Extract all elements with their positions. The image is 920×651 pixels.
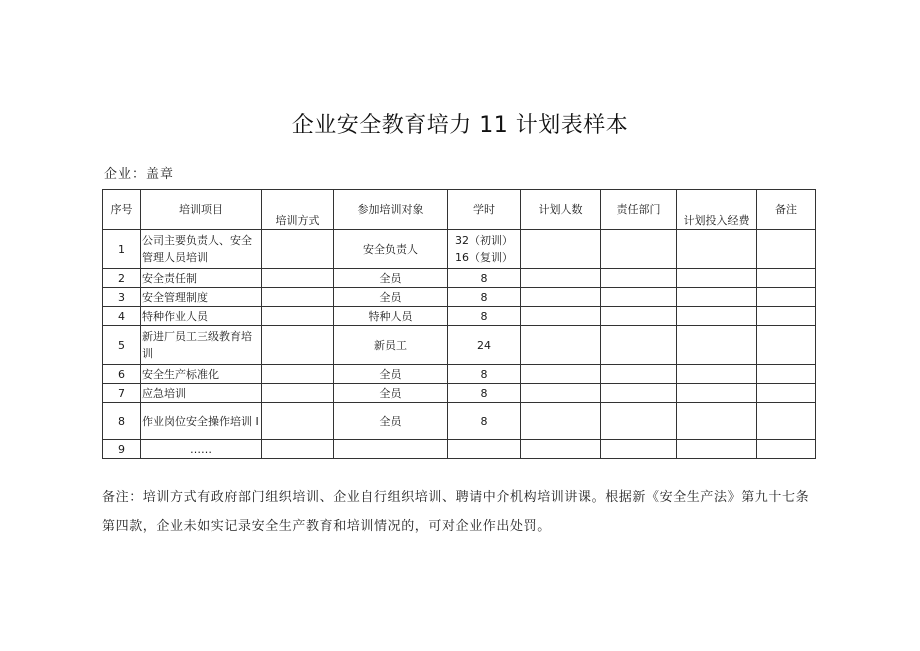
cell-people <box>521 326 601 365</box>
cell-hours: 8 <box>448 384 521 403</box>
cell-note <box>757 269 816 288</box>
cell-target: 全员 <box>334 384 448 403</box>
cell-method <box>262 288 334 307</box>
cell-hours: 8 <box>448 403 521 440</box>
table-row <box>103 384 816 403</box>
cell-budget <box>677 288 757 307</box>
cell-item: 新进厂员工三级教育培训 <box>141 326 262 365</box>
header-method: 培训方式 <box>262 190 334 230</box>
cell-target: 全员 <box>334 269 448 288</box>
cell-people <box>521 230 601 269</box>
cell-note <box>757 307 816 326</box>
cell-no: 3 <box>103 288 141 307</box>
cell-dept <box>601 365 677 384</box>
cell-hours: 8 <box>448 365 521 384</box>
cell-people <box>521 365 601 384</box>
cell-method <box>262 269 334 288</box>
hours-refresh: 16（复训） <box>455 251 513 264</box>
cell-note <box>757 403 816 440</box>
header-no: 序号 <box>103 190 141 230</box>
cell-budget <box>677 307 757 326</box>
cell-method <box>262 440 334 459</box>
cell-hours: 8 <box>448 307 521 326</box>
cell-item: 安全责任制 <box>141 269 262 288</box>
cell-item: 应急培训 <box>141 384 262 403</box>
company-seal-line: 企业：盖章 <box>104 167 175 182</box>
cell-item: 安全生产标准化 <box>141 365 262 384</box>
header-people: 计划人数 <box>521 190 601 230</box>
cell-dept <box>601 403 677 440</box>
cell-item: 公司主要负责人、安全管理人员培训 <box>141 230 262 269</box>
cell-no: 2 <box>103 269 141 288</box>
cell-people <box>521 288 601 307</box>
cell-dept <box>601 230 677 269</box>
cell-note <box>757 384 816 403</box>
cell-note <box>757 326 816 365</box>
cell-people <box>521 269 601 288</box>
cell-note <box>757 365 816 384</box>
cell-item: 特种作业人员 <box>141 307 262 326</box>
hours-initial: 32（初训） <box>455 234 513 247</box>
cell-item: 安全管理制度 <box>141 288 262 307</box>
cell-dept <box>601 384 677 403</box>
cell-method <box>262 230 334 269</box>
cell-dept <box>601 288 677 307</box>
cell-budget <box>677 230 757 269</box>
page-title: 企业安全教育培力 11 计划表样本 <box>291 113 629 138</box>
cell-method <box>262 326 334 365</box>
remarks-paragraph: 备注：培训方式有政府部门组织培训、企业自行组织培训、聘请中介机构培训讲课。根据新《安全生产法》第九十七条第四款，企业未如实记录安全生产教育和培训情况的，可对企业作出处罚。 <box>102 490 810 534</box>
cell-target: 全员 <box>334 288 448 307</box>
cell-budget <box>677 326 757 365</box>
header-target: 参加培训对象 <box>334 190 448 230</box>
table-header-row <box>103 190 816 230</box>
table-row <box>103 440 816 459</box>
training-plan-table <box>102 189 816 459</box>
header-budget: 计划投入经费 <box>677 190 757 230</box>
cell-no: 4 <box>103 307 141 326</box>
cell-dept <box>601 440 677 459</box>
cell-dept <box>601 307 677 326</box>
header-dept: 责任部门 <box>601 190 677 230</box>
cell-budget <box>677 384 757 403</box>
header-note: 备注 <box>757 190 816 230</box>
cell-people <box>521 307 601 326</box>
cell-dept <box>601 269 677 288</box>
cell-method <box>262 307 334 326</box>
cell-target: 安全负责人 <box>334 230 448 269</box>
header-item: 培训项目 <box>141 190 262 230</box>
cell-no: 1 <box>103 230 141 269</box>
cell-note <box>757 440 816 459</box>
cell-budget <box>677 440 757 459</box>
table-row <box>103 288 816 307</box>
cell-budget <box>677 269 757 288</box>
cell-target: 特种人员 <box>334 307 448 326</box>
table-row <box>103 403 816 440</box>
cell-method <box>262 365 334 384</box>
cell-item: …… <box>141 440 262 459</box>
cell-hours <box>448 230 521 269</box>
table-row <box>103 365 816 384</box>
cell-people <box>521 403 601 440</box>
cell-target <box>334 440 448 459</box>
table-row <box>103 230 816 269</box>
cell-hours <box>448 440 521 459</box>
cell-note <box>757 288 816 307</box>
cell-hours: 8 <box>448 288 521 307</box>
cell-budget <box>677 403 757 440</box>
cell-hours: 8 <box>448 269 521 288</box>
header-hours: 学时 <box>448 190 521 230</box>
cell-dept <box>601 326 677 365</box>
table-row <box>103 326 816 365</box>
cell-people <box>521 384 601 403</box>
table-row <box>103 269 816 288</box>
cell-no: 7 <box>103 384 141 403</box>
cell-item: 作业岗位安全操作培训 I <box>141 403 262 440</box>
cell-hours: 24 <box>448 326 521 365</box>
cell-people <box>521 440 601 459</box>
cell-no: 8 <box>103 403 141 440</box>
cell-no: 5 <box>103 326 141 365</box>
cell-no: 6 <box>103 365 141 384</box>
cell-target: 全员 <box>334 365 448 384</box>
cell-note <box>757 230 816 269</box>
table-row <box>103 307 816 326</box>
cell-method <box>262 384 334 403</box>
cell-no: 9 <box>103 440 141 459</box>
cell-target: 新员工 <box>334 326 448 365</box>
cell-target: 全员 <box>334 403 448 440</box>
cell-budget <box>677 365 757 384</box>
cell-method <box>262 403 334 440</box>
